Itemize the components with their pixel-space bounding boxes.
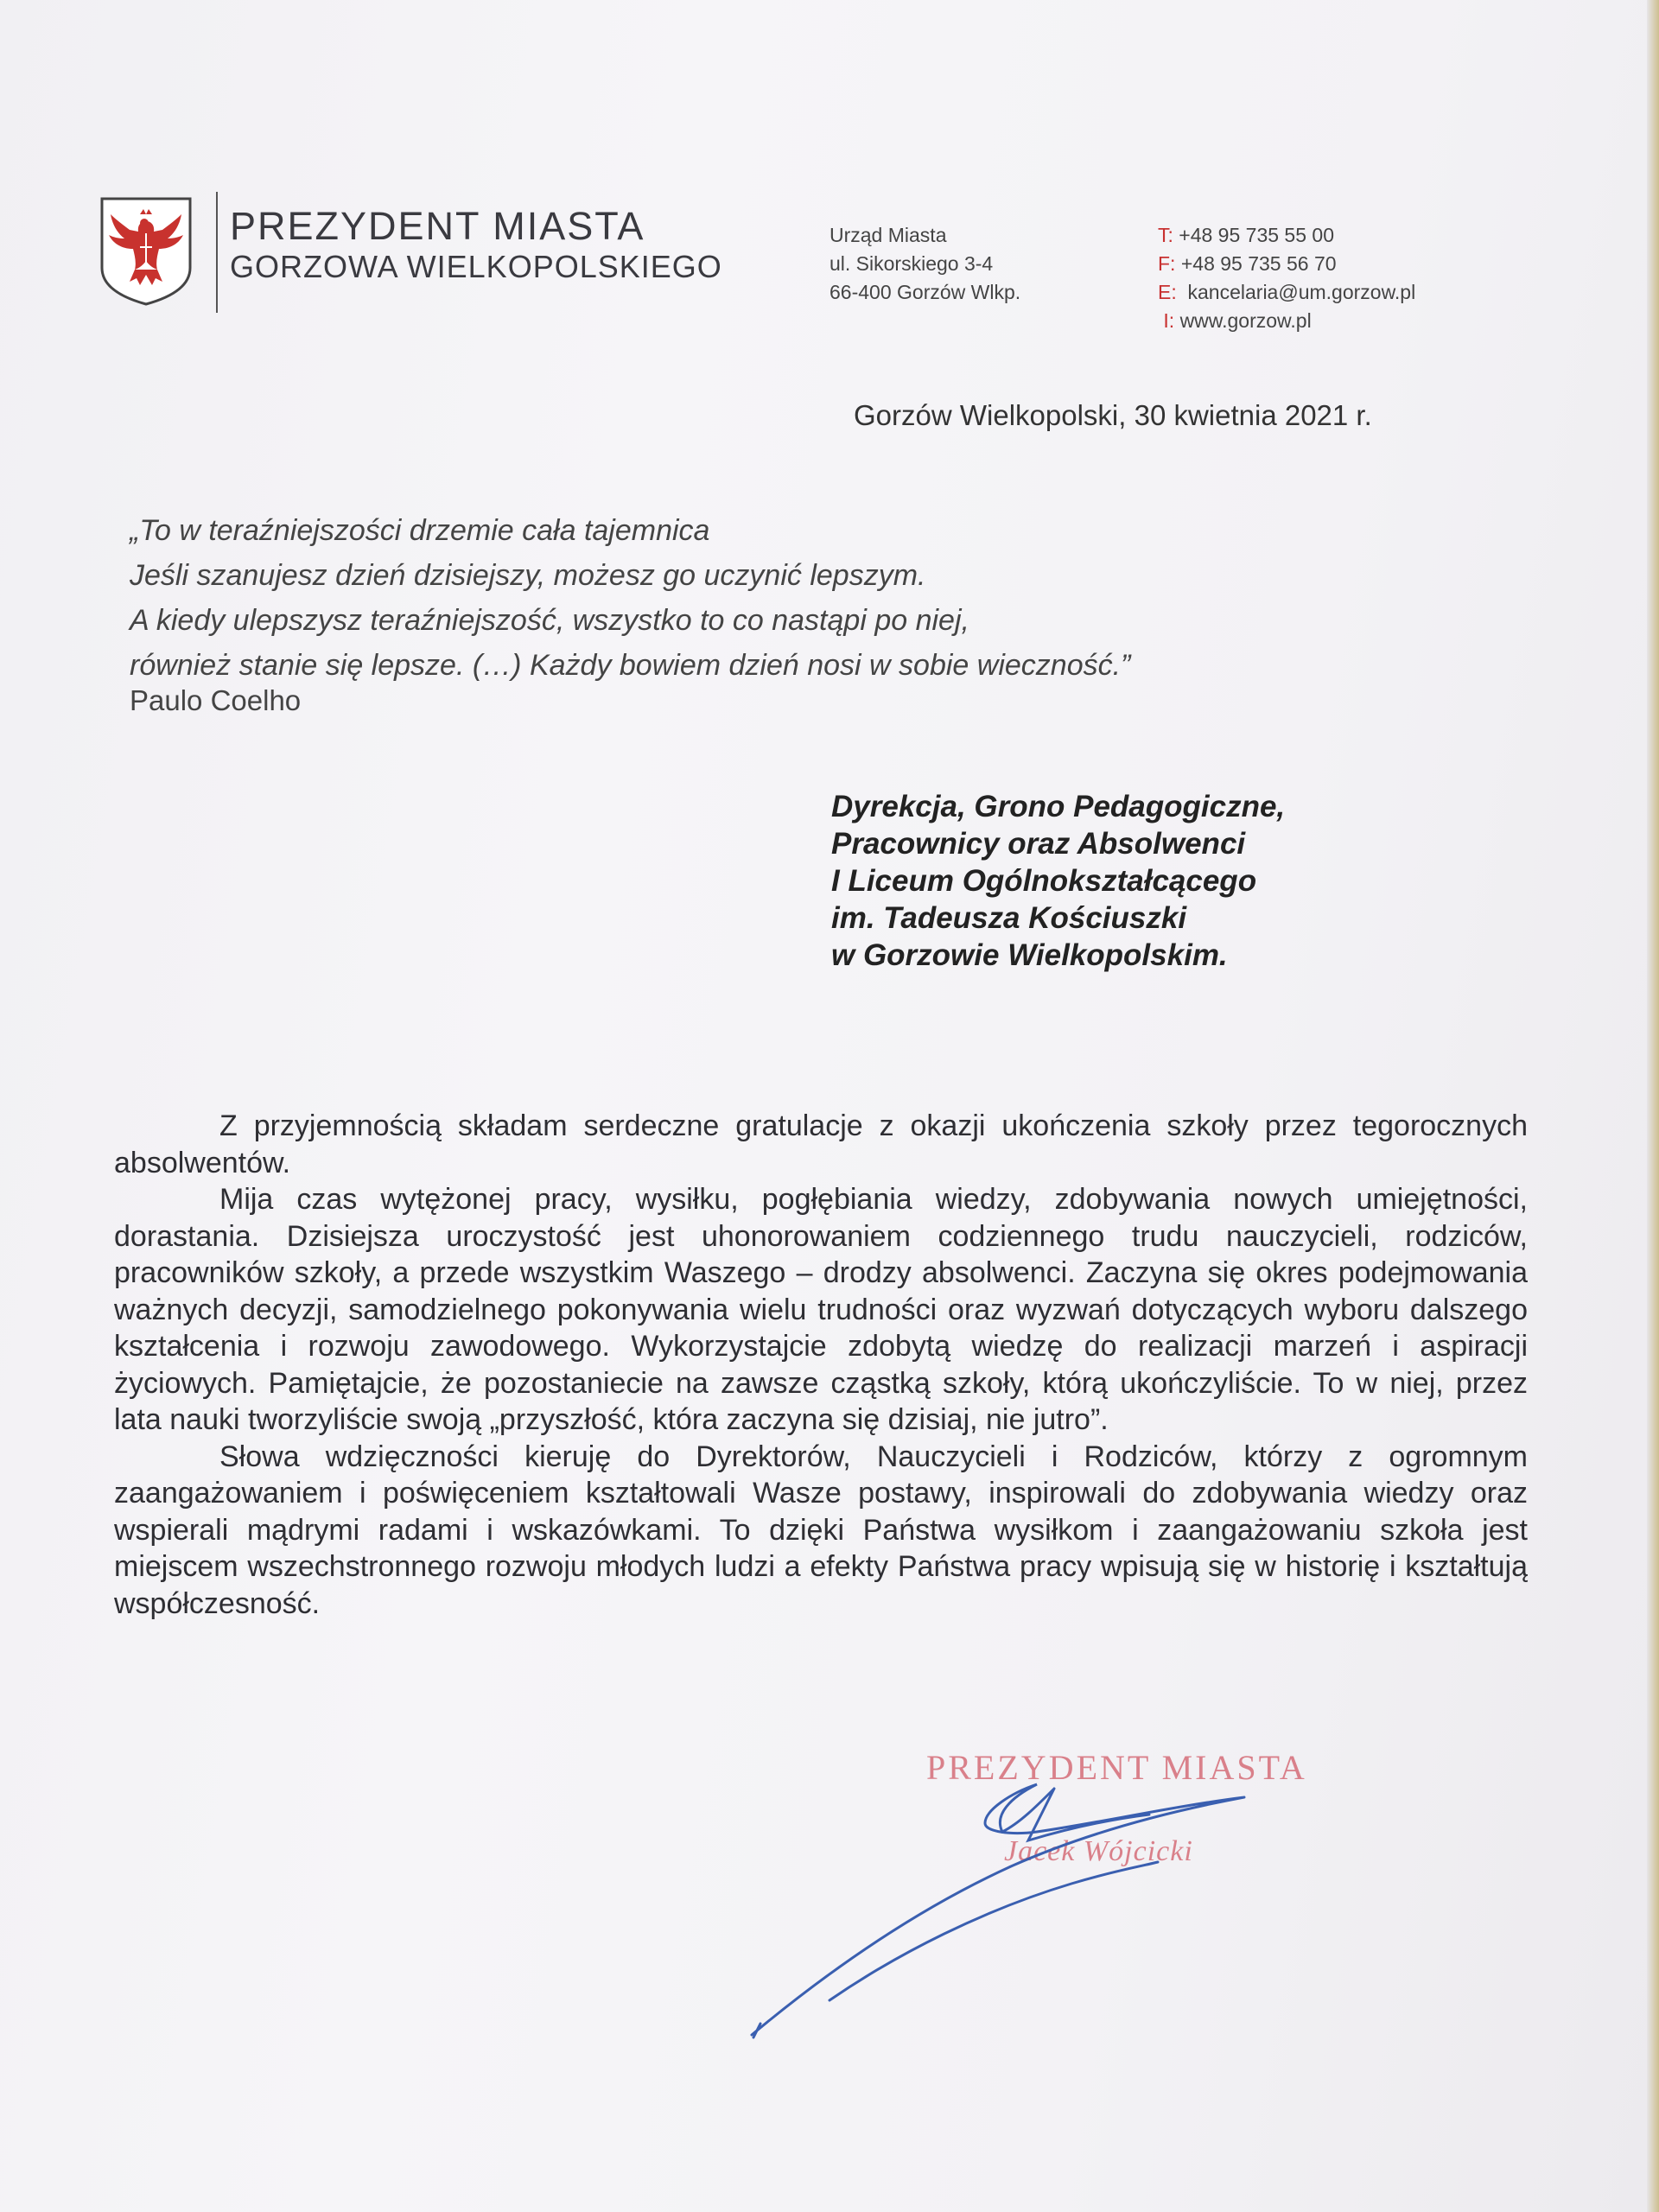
- letterhead-subtitle: GORZOWA WIELKOPOLSKIEGO: [230, 249, 722, 284]
- addressee-line: Pracownicy oraz Absolwenci: [831, 827, 1246, 861]
- paper-edge: [1647, 0, 1659, 2212]
- web-key: I:: [1163, 309, 1175, 332]
- email-value: kancelaria@um.gorzow.pl: [1187, 281, 1416, 303]
- quote-line: Jeśli szanujesz dzień dzisiejszy, możesz go uczynić lepszym.: [130, 559, 926, 592]
- contact-fax: [1158, 250, 1415, 278]
- quote-author: Paulo Coelho: [130, 684, 302, 716]
- email-key: E:: [1158, 281, 1177, 303]
- fax-value: +48 95 735 56 70: [1180, 252, 1337, 275]
- addressee-line: im. Tadeusza Kościuszki: [831, 901, 1187, 935]
- fax-key: F:: [1158, 252, 1176, 275]
- contact-phone: [1158, 221, 1415, 250]
- stamp-name: Jacek Wójcicki: [1004, 1835, 1193, 1867]
- office-line: ul. Sikorskiego 3-4: [830, 252, 994, 275]
- phone-key: T:: [1158, 224, 1173, 246]
- handwritten-signature: [726, 1745, 1331, 2056]
- office-line: Urząd Miasta: [830, 224, 947, 246]
- letterhead-divider: [216, 192, 218, 313]
- body-paragraph: Mija czas wytężonej pracy, wysiłku, pogłębiania wiedzy, zdobywania nowych umiejętności, dorastania. Dzisiejsza uroczystość jest uhonorowaniem codziennego trudu nauczycieli, rodziców, pracowników szkoły, a przede wszystkim Waszego – drodzy absolwenci. Zaczyna się okres podejmowania ważnych decyzji, samodzielnego pokonywania wielu trudności oraz wyzwań dotyczących wyboru dalszego kształcenia i rozwoju zawodowego. Wykorzystajcie zdobytą wiedzę do realizacji marzeń i aspiracji życiowych. Pamiętajcie, że pozostaniecie na zawsze cząstką szkoły, którą ukończyliście. To w niej, przez lata nauki tworzyliście swoją „przyszłość, która zaczyna się dzisiaj, nie jutro”.: [114, 1183, 1528, 1436]
- letter-body: [114, 1108, 1528, 1622]
- quote-line: również stanie się lepsze. (…) Każdy bowiem dzień nosi w sobie wieczność.”: [130, 649, 1131, 682]
- office-address: [830, 221, 1020, 307]
- phone-value: +48 95 735 55 00: [1179, 224, 1334, 246]
- letterhead-title: PREZYDENT MIASTA: [230, 204, 645, 248]
- addressee-line: I Liceum Ogólnokształcącego: [831, 864, 1257, 898]
- letter-date: Gorzów Wielkopolski, 30 kwietnia 2021 r.: [854, 399, 1372, 431]
- eagle-crest-icon: [97, 195, 195, 308]
- web-value: www.gorzow.pl: [1179, 309, 1312, 332]
- quote-line: A kiedy ulepszysz teraźniejszość, wszystko to co nastąpi po niej,: [130, 604, 969, 637]
- contact-web: [1158, 307, 1415, 335]
- contact-email: [1158, 278, 1415, 307]
- addressee-line: w Gorzowie Wielkopolskim.: [831, 938, 1228, 972]
- quote-line: „To w teraźniejszości drzemie cała tajemnica: [130, 514, 710, 547]
- office-line: 66-400 Gorzów Wlkp.: [830, 281, 1021, 303]
- stamp-title: PREZYDENT MIASTA: [926, 1748, 1307, 1787]
- addressee-line: Dyrekcja, Grono Pedagogiczne,: [831, 790, 1286, 823]
- addressee-block: [831, 788, 1285, 974]
- body-paragraph: Z przyjemnością składam serdeczne gratulacje z okazji ukończenia szkoły przez tegorocznych absolwentów.: [114, 1109, 1528, 1179]
- contact-block: [1158, 221, 1415, 335]
- quote-block: [130, 508, 1130, 688]
- body-paragraph: Słowa wdzięczności kieruję do Dyrektorów, Nauczycieli i Rodziców, którzy z ogromnym zaangażowaniem i poświęceniem kształtowali Wasze postawy, inspirowali do zdobywania wiedzy oraz wspierali mądrymi radami i wskazówkami. To dzięki Państwa wysiłkom i zaangażowaniu szkoła jest miejscem wszechstronnego rozwoju młodych ludzi a efekty Państwa pracy wpisują się w historię i kształtują współczesność.: [114, 1440, 1528, 1620]
